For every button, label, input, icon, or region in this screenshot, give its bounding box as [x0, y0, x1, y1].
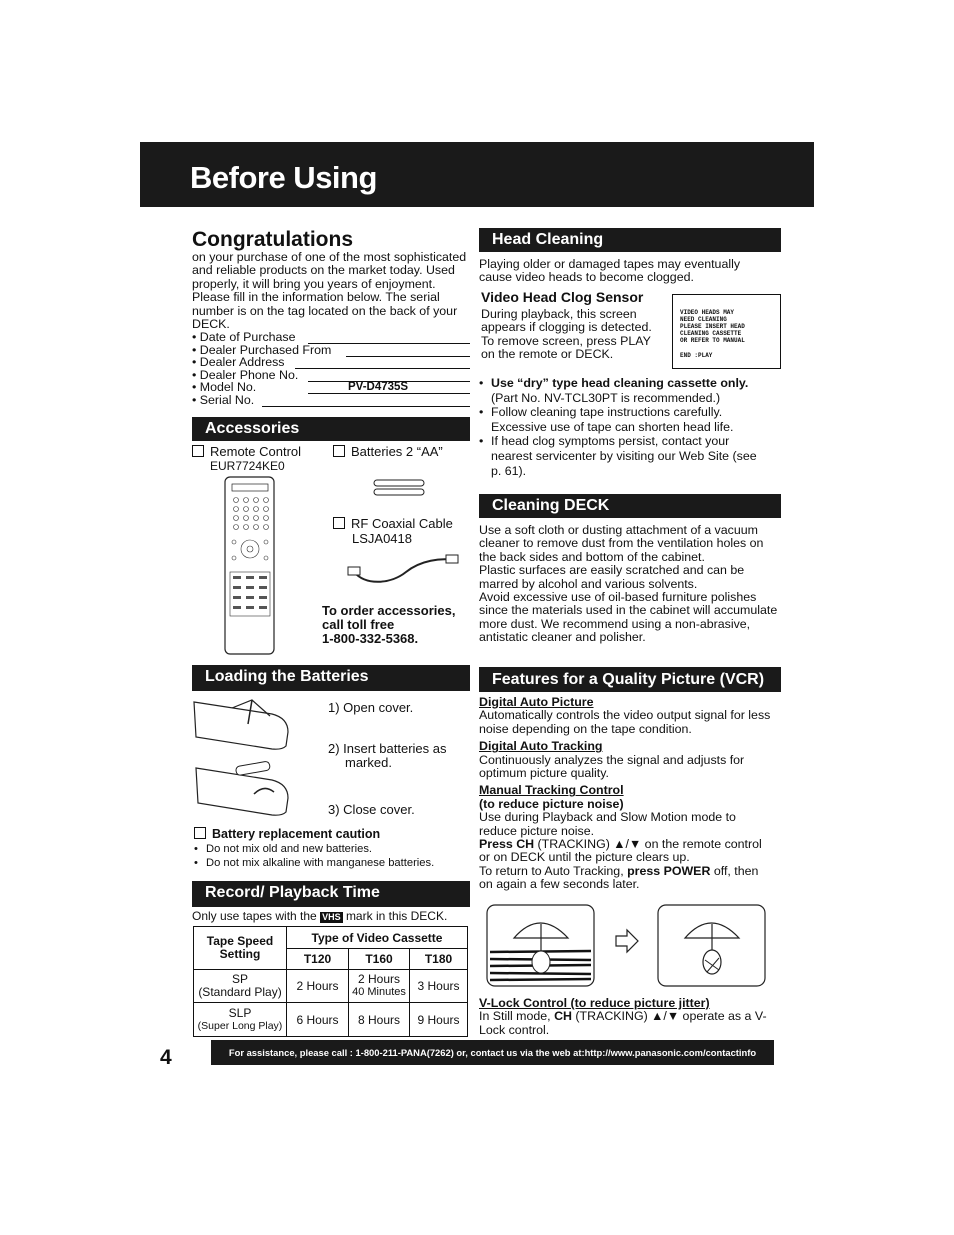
accessories-heading: Accessories [192, 417, 470, 441]
remote-control-item: Remote Control [192, 444, 301, 459]
caution-list [194, 842, 434, 870]
caution-item: • Do not mix old and new batteries. [194, 842, 434, 856]
bullet-item: • If head clog symptoms persist, contact your nearest servicenter by visiting our Web Site (see p. 61). [479, 434, 769, 478]
congrats-heading: Congratulations [192, 228, 353, 251]
step-2: 2) Insert batteries as [328, 741, 447, 756]
caution-checkbox[interactable] [194, 827, 206, 839]
rf-cable-code: LSJA0418 [352, 531, 412, 546]
batteries-illustration [372, 479, 428, 497]
batteries-item: Batteries 2 “AA” [333, 444, 443, 459]
mtc-title: Manual Tracking Control [479, 783, 624, 798]
field-address-label: • Dealer Address [192, 355, 285, 369]
features-heading: Features for a Quality Picture (VCR) [479, 667, 781, 692]
table-row: SP (Standard Play) 2 Hours 2 Hours 40 Minutes 3 Hours [194, 970, 468, 1003]
sensor-body: During playback, this screen appears if clogging is detected. To remove screen, press PLAY on the remote or DECK. [481, 307, 652, 362]
dat-title: Digital Auto Tracking [479, 739, 603, 754]
head-cleaning-bullets [479, 376, 769, 478]
loading-heading: Loading the Batteries [192, 665, 470, 691]
clear-picture-illustration [657, 904, 767, 988]
field-model-value: PV-D4735S [348, 381, 409, 393]
field-address-line[interactable] [295, 368, 470, 369]
step-3: 3) Close cover. [328, 802, 415, 817]
bullet-item: • Use “dry” type head cleaning cassette only. (Part No. NV-TCL30PT is recommended.) [479, 376, 769, 405]
step-1: 1) Open cover. [328, 700, 414, 715]
field-phone-label: • Dealer Phone No. [192, 368, 299, 382]
header-speed: Tape Speed Setting [194, 927, 287, 970]
remote-checkbox[interactable] [192, 445, 204, 457]
page-title: Before Using [190, 160, 377, 195]
header-t160: T160 [349, 949, 410, 970]
record-time-table [193, 926, 468, 1037]
sensor-heading: Video Head Clog Sensor [481, 289, 644, 305]
vhs-logo: VHS [322, 912, 341, 922]
rf-cable-illustration [346, 550, 462, 586]
field-serial-line[interactable] [262, 406, 470, 407]
page-number: 4 [160, 1046, 172, 1069]
table-row: SLP (Super Long Play) 6 Hours 8 Hours 9 Hours [194, 1003, 468, 1037]
field-model-label: • Model No. [192, 380, 257, 394]
battery-loading-illustration [192, 694, 296, 824]
arrow-right-icon [614, 928, 640, 954]
field-date-line[interactable] [308, 343, 470, 344]
clog-sensor-screen: VIDEO HEADS MAY NEED CLEANING PLEASE INSERT HEAD CLEANING CASSETTE OR REFER TO MANUAL END :PLAY [672, 294, 781, 369]
dap-title: Digital Auto Picture [479, 695, 594, 709]
cleaning-deck-heading: Cleaning DECK [479, 494, 781, 518]
header-t180: T180 [410, 949, 468, 970]
field-dealer-line[interactable] [346, 356, 470, 357]
record-heading: Record/ Playback Time [192, 881, 470, 907]
assistance-footer: For assistance, please call : 1-800-211-PANA(7262) or, contact us via the web at:http://www.panasonic.com/contactinfo [211, 1040, 774, 1065]
remote-control-illustration [224, 476, 276, 656]
cleaning-deck-body: Use a soft cloth or dusting attachment of a vacuum cleaner to remove dust from the ventilation holes on the back sides and bottom of the cabinet. Plastic surfaces are easily scratched and can be marred by alcohol and various solvents. Avoid excessive use of oil-based furniture polishes since the materials used in the cabinet will accumulate more dust. We recommend using a non-abrasive, antistatic cleaner and polisher. [479, 523, 778, 645]
caution-item: • Do not mix alkaline with manganese batteries. [194, 856, 434, 870]
step-2b: marked. [345, 755, 392, 770]
vlock-title: V-Lock Control (to reduce picture jitter) [479, 996, 710, 1010]
noisy-picture-illustration [486, 904, 596, 988]
vlock-section: V-Lock Control (to reduce picture jitter) In Still mode, CH (TRACKING) ▲/▼ operate as a V-Lock control. [479, 997, 771, 1037]
bullet-item: • Follow cleaning tape instructions carefully. Excessive use of tape can shorten head life. [479, 405, 769, 434]
rf-cable-checkbox[interactable] [333, 517, 345, 529]
head-cleaning-heading: Head Cleaning [479, 228, 781, 252]
order-info: To order accessories, call toll free 1-800-332-5368. [322, 603, 456, 646]
caution-heading: Battery replacement caution [194, 827, 380, 841]
field-dealer-label: • Dealer Purchased From [192, 343, 332, 357]
batteries-checkbox[interactable] [333, 445, 345, 457]
remote-code: EUR7724KE0 [210, 459, 285, 473]
field-date-label: • Date of Purchase [192, 330, 296, 344]
congrats-body: on your purchase of one of the most sophisticated and reliable products on the market today. Used properly, it will bring you years of enjoyment. Please fill in the information below. The serial number is on the tag located on the back of your DECK. [192, 250, 467, 332]
header-type: Type of Video Cassette [287, 927, 468, 949]
header-t120: T120 [287, 949, 349, 970]
rf-cable-item: RF Coaxial Cable [333, 516, 453, 531]
vhs-note: Only use tapes with the VHS mark in this DECK. [192, 909, 448, 923]
field-serial-label: • Serial No. [192, 393, 255, 407]
head-cleaning-intro: Playing older or damaged tapes may eventually cause video heads to become clogged. [479, 257, 741, 285]
features-body: Digital Auto Picture Automatically controls the video output signal for less noise depending on the tape condition. Digital Auto Tracking Continuously analyzes the signal and adjusts for optimum picture quality. Manual Tracking Control (to reduce picture noise) Use during Playback and Slow Motion mode to reduce picture noise. Press CH (TRACKING) ▲/▼ on the remote control or on DECK until the picture clears up. To return to Auto Tracking, press POWER off, then on again a few seconds later. [479, 695, 771, 892]
